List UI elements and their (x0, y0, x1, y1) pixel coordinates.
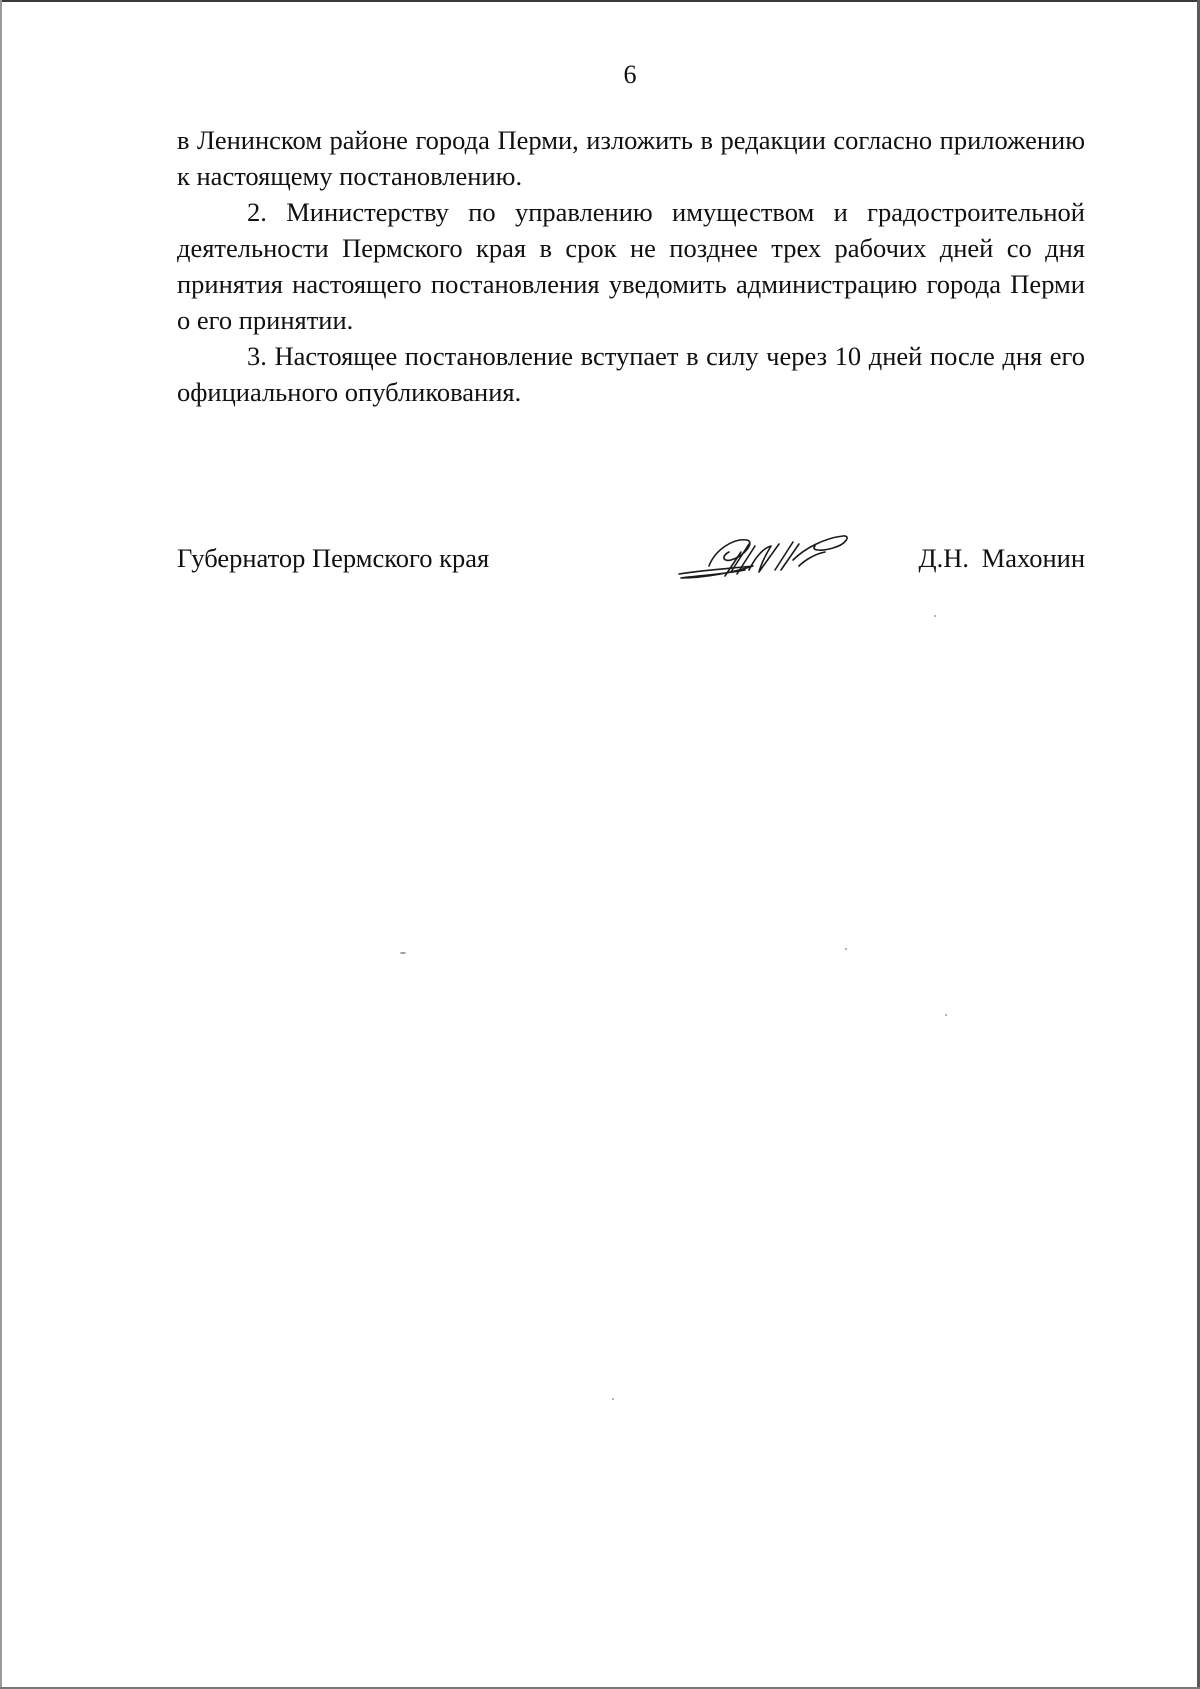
document-body (177, 122, 1085, 410)
page-number: 6 (623, 60, 637, 89)
scan-speck (400, 952, 406, 954)
signer-title: Губернатор Пермского края (177, 543, 490, 573)
scan-edge-top (0, 0, 1200, 2)
scan-speck (845, 948, 847, 950)
scan-speck (945, 1014, 947, 1016)
paragraph-item-3: 3. Настоящее постановление вступает в силу через 10 дней после дня его официального опубликования. (177, 341, 1085, 407)
scan-speck (612, 1398, 614, 1400)
handwritten-signature-icon (675, 530, 855, 590)
signer-name: Д.Н. Махонин (918, 543, 1085, 573)
paragraph-continuation: в Ленинском районе города Перми, изложить в редакции согласно приложению к настоящему постановлению. (177, 125, 1085, 191)
signature-block (177, 543, 1085, 583)
scan-speck (934, 615, 936, 617)
paragraph-item-2: 2. Министерству по управлению имуществом и градостроительной деятельности Пермского края в срок не позднее трех рабочих дней со дня принятия настоящего постановления уведомить администрацию города Перми о его принятии. (177, 197, 1085, 335)
scan-edge-left (0, 0, 2, 1689)
